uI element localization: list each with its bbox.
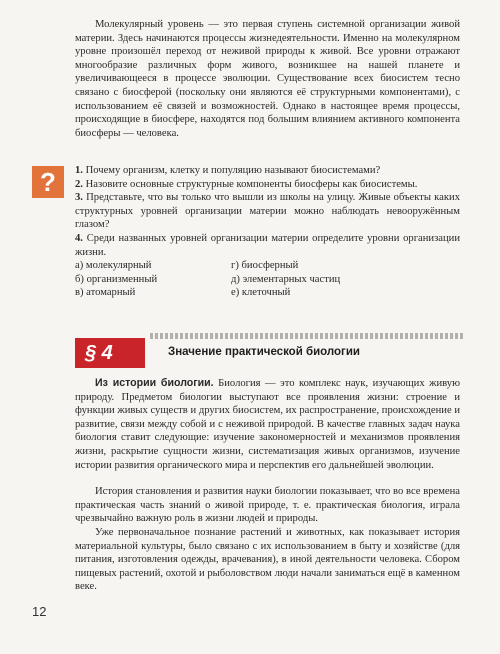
question-1 (75, 164, 460, 178)
question-1-text: Почему организм, клетку и популяцию называют биосистемами? (82, 165, 381, 176)
question-2-number: 2. (75, 178, 83, 190)
question-3 (75, 191, 460, 232)
section-number-badge: § 4 (75, 338, 145, 368)
question-1-number: 1. (75, 165, 83, 176)
questions-block (75, 164, 460, 300)
option-v: в) атомарный (75, 287, 136, 299)
question-4-number: 4. (75, 232, 83, 244)
option-e: е) клеточный (231, 287, 291, 299)
question-2-text: Назовите основные структурные компоненты биосферы как биосистемы. (82, 178, 418, 190)
section-divider (150, 333, 464, 339)
option-g: г) биосферный (231, 260, 299, 272)
option-d: д) элементарных частиц (231, 273, 341, 285)
question-2 (75, 178, 460, 192)
question-3-number: 3. (75, 192, 83, 204)
first-knowledge-paragraph: Уже первоначальное познание растений и животных, как показывает история материальной культуры, было связано с их использованием в быту и хозяйстве (для питания, изготовления одежды, врачевания), в иной деятельности человека. Сбором пищевых растений, охотой и рыболовством люди начали заниматься ещё в каменном веке. (75, 527, 460, 593)
answer-options (75, 259, 460, 300)
history-lead: Из истории биологии. (95, 377, 214, 389)
page-number: 12 (32, 604, 47, 619)
question-4 (75, 232, 460, 259)
section-title: Значение практической биологии (168, 346, 360, 358)
question-3-text: Представьте, что вы только что вышли из школы на улицу. Живые объекты каких структурных уровней организации материи можно наблюдать невооружённым глазом? (75, 192, 460, 231)
question-4-text: Среди названных уровней организации материи определите уровни организации жизни. (75, 232, 460, 258)
intro-paragraph: Молекулярный уровень — это первая ступень системной организации живой материи. Здесь начинаются процессы жизнедеятельности. Именно на молекулярном уровне произошёл переход от неживой природы к живой. Все уровни отражают многообразие различных форм живого, возникшее на нашей планете и увеличивающееся в процессе эволюции. Существование всех биосистем тесно связано с биосферой (поскольку они являются её структурными компонентами), с использованием её связей и возможностей. Однако в настоящее время процессы, происходящие в биосфере, находятся под большим влиянием активного компонента биосферы — человека. (75, 19, 460, 139)
history-paragraph (75, 377, 460, 472)
question-icon: ? (32, 166, 64, 198)
option-a: а) молекулярный (75, 260, 152, 272)
option-b: б) организменный (75, 273, 158, 285)
history-development-paragraph: История становления и развития науки биологии показывает, что во все времена практическая часть знаний о живой природе, т. е. практическая биология, играла чрезвычайно важную роль в жизни людей и природы. (75, 486, 460, 525)
history-text: Биология — это комплекс наук, изучающих живую природу. Предметом биологии выступают все проявления жизни: строение и функции живых существ и других биосистем, их распространение, происхождение и развитие, связи между собой и с неживой природой. В качестве главных задач наука биология ставит следующие: изучение закономерностей и механизмов проявления жизни, раскрытие сущности жизни, систематизация живых организмов, изучение истории развития органического мира и перспектив его дальнейшей эволюции. (75, 378, 460, 471)
